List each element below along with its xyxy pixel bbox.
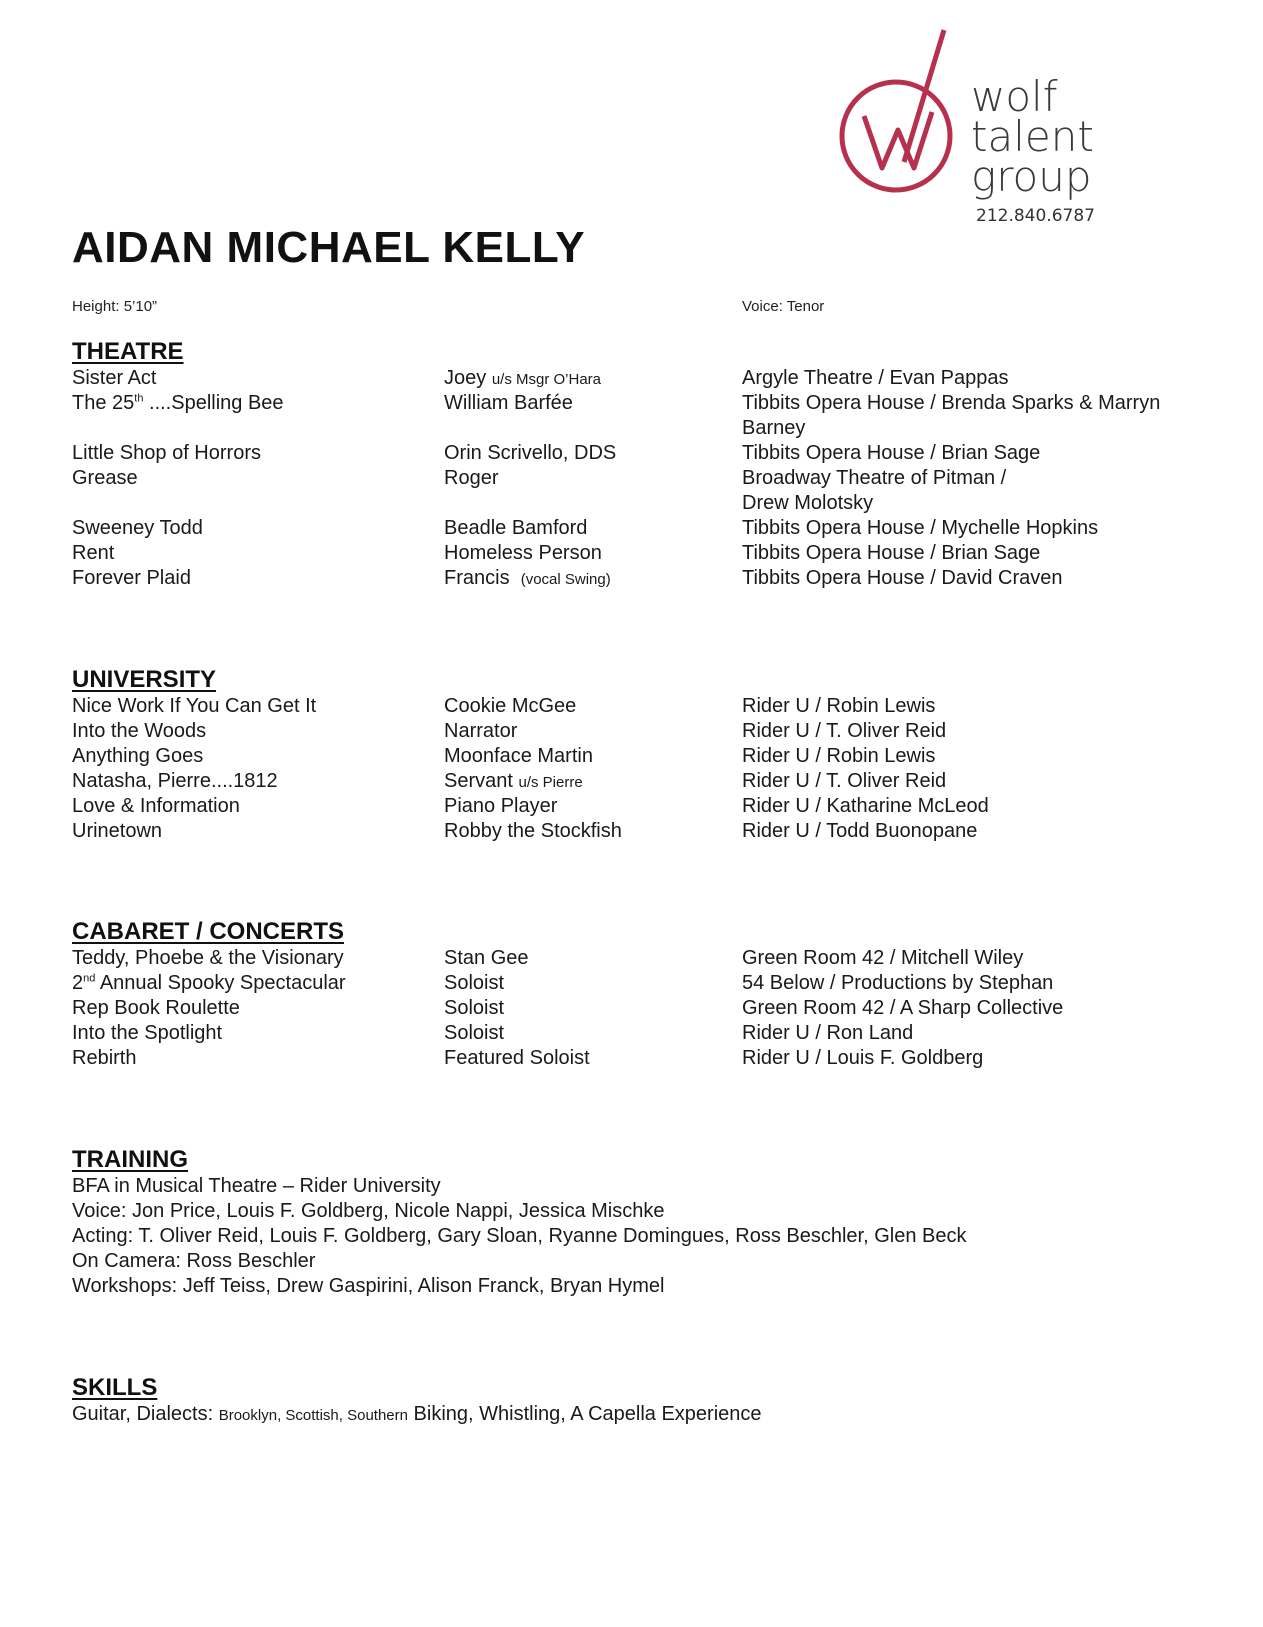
show-title: 2nd Annual Spooky Spectacular (72, 972, 346, 994)
role: Soloist (444, 972, 505, 994)
show-title: Grease (72, 467, 138, 489)
show-title: Forever Plaid (72, 567, 191, 589)
role: Soloist (444, 997, 505, 1019)
show-title: Urinetown (72, 820, 163, 842)
credit-row (72, 769, 947, 794)
venue-director: Green Room 42 / Mitchell Wiley (742, 947, 1024, 969)
role: Roger (444, 467, 499, 489)
logo-word-group: group (971, 152, 1092, 201)
role: Narrator (444, 720, 518, 742)
venue-director: Argyle Theatre / Evan Pappas (742, 367, 1009, 389)
role: William Barfée (444, 392, 573, 414)
section-heading-theatre: THEATRE (72, 338, 184, 365)
venue-director: Green Room 42 / A Sharp Collective (742, 997, 1064, 1019)
show-title: Sweeney Todd (72, 517, 203, 539)
credit-row (72, 694, 936, 719)
venue-director: Broadway Theatre of Pitman / Drew Molotsky (742, 467, 1007, 514)
credit-row (72, 996, 1064, 1021)
show-title: Natasha, Pierre....1812 (72, 770, 278, 792)
section-heading-skills: SKILLS (72, 1374, 158, 1401)
role: Moonface Martin (444, 745, 593, 767)
credit-row (72, 391, 1161, 441)
role-note: u/s Msgr O’Hara (491, 371, 602, 388)
show-title: Into the Spotlight (72, 1022, 223, 1044)
agency-logo (836, 28, 1136, 238)
role: Francis (vocal Swing) (444, 567, 611, 589)
performer-name: AIDAN MICHAEL KELLY (72, 223, 586, 272)
credit-row (72, 516, 1099, 541)
venue-director: Tibbits Opera House / Brenda Sparks & Marryn Barney (742, 392, 1161, 439)
cabaret-section (72, 918, 1064, 1071)
role: Servant u/s Pierre (444, 770, 583, 792)
credit-row (72, 946, 1024, 971)
training-degree: BFA in Musical Theatre – Rider University (72, 1175, 441, 1197)
university-section (72, 666, 989, 844)
agency-phone: 212.840.6787 (976, 206, 1095, 226)
section-heading-cabaret: CABARET / CONCERTS (72, 918, 345, 945)
show-title: Rep Book Roulette (72, 997, 240, 1019)
training-section (72, 1146, 967, 1299)
skills-section (72, 1374, 762, 1428)
training-on-camera: On Camera: Ross Beschler (72, 1250, 316, 1272)
venue-director: Rider U / Robin Lewis (742, 695, 936, 717)
role: Featured Soloist (444, 1047, 590, 1069)
venue-director: Rider U / Katharine McLeod (742, 795, 989, 817)
show-title: Nice Work If You Can Get It (72, 695, 317, 717)
training-acting: Acting: T. Oliver Reid, Louis F. Goldberg, Gary Sloan, Ryanne Domingues, Ross Beschler, Glen Beck (72, 1225, 967, 1247)
role: Cookie McGee (444, 695, 577, 717)
training-workshops: Workshops: Jeff Teiss, Drew Gaspirini, Alison Franck, Bryan Hymel (72, 1275, 665, 1297)
credit-row (72, 441, 1041, 466)
dialects: Brooklyn, Scottish, Southern (218, 1407, 408, 1424)
role: Piano Player (444, 795, 558, 817)
show-title: Teddy, Phoebe & the Visionary (72, 947, 344, 969)
credit-row (72, 819, 978, 844)
venue-director: Tibbits Opera House / David Craven (742, 567, 1063, 589)
skills-list: Guitar, Dialects: Brooklyn, Scottish, Southern Biking, Whistling, A Capella Experience (72, 1403, 762, 1425)
show-title: The 25th ....Spelling Bee (72, 392, 284, 414)
role: Soloist (444, 1022, 505, 1044)
credit-row (72, 466, 1007, 516)
role: Stan Gee (444, 947, 529, 969)
venue-director: 54 Below / Productions by Stephan (742, 972, 1054, 994)
venue-director: Rider U / Ron Land (742, 1022, 914, 1044)
venue-director: Rider U / Todd Buonopane (742, 820, 978, 842)
height-stat: Height: 5’10” (72, 298, 158, 315)
venue-director: Tibbits Opera House / Mychelle Hopkins (742, 517, 1099, 539)
credit-row (72, 794, 989, 819)
credit-row (72, 1021, 914, 1046)
credit-row (72, 1046, 984, 1071)
credit-row (72, 719, 947, 744)
credit-row (72, 971, 1054, 996)
role: Beadle Bamford (444, 517, 588, 539)
venue-director: Tibbits Opera House / Brian Sage (742, 442, 1041, 464)
role: Homeless Person (444, 542, 602, 564)
voice-stat: Voice: Tenor (742, 298, 825, 315)
credit-row (72, 366, 1009, 391)
show-title: Little Shop of Horrors (72, 442, 261, 464)
training-voice: Voice: Jon Price, Louis F. Goldberg, Nicole Nappi, Jessica Mischke (72, 1200, 665, 1222)
show-title: Anything Goes (72, 745, 204, 767)
show-title: Into the Woods (72, 720, 207, 742)
venue-director: Tibbits Opera House / Brian Sage (742, 542, 1041, 564)
role-note: (vocal Swing) (520, 571, 611, 588)
section-heading-training: TRAINING (72, 1146, 188, 1173)
venue-director: Rider U / Louis F. Goldberg (742, 1047, 984, 1069)
wolf-logo-mark-icon (836, 28, 976, 238)
role: Robby the Stockfish (444, 820, 622, 842)
credit-row (72, 566, 1063, 591)
theatre-section (72, 338, 1161, 591)
credit-row (72, 541, 1041, 566)
section-heading-university: UNIVERSITY (72, 666, 217, 693)
venue-director: Rider U / T. Oliver Reid (742, 770, 947, 792)
show-title: Sister Act (72, 367, 157, 389)
role-note: u/s Pierre (518, 774, 583, 791)
logo-word-wolf: wolf (971, 72, 1058, 121)
venue-director: Rider U / T. Oliver Reid (742, 720, 947, 742)
credit-row (72, 744, 936, 769)
venue-director: Rider U / Robin Lewis (742, 745, 936, 767)
show-title: Rebirth (72, 1047, 137, 1069)
role: Joey u/s Msgr O’Hara (444, 367, 602, 389)
role: Orin Scrivello, DDS (444, 442, 617, 464)
show-title: Rent (72, 542, 115, 564)
logo-word-talent: talent (971, 112, 1094, 161)
show-title: Love & Information (72, 795, 240, 817)
